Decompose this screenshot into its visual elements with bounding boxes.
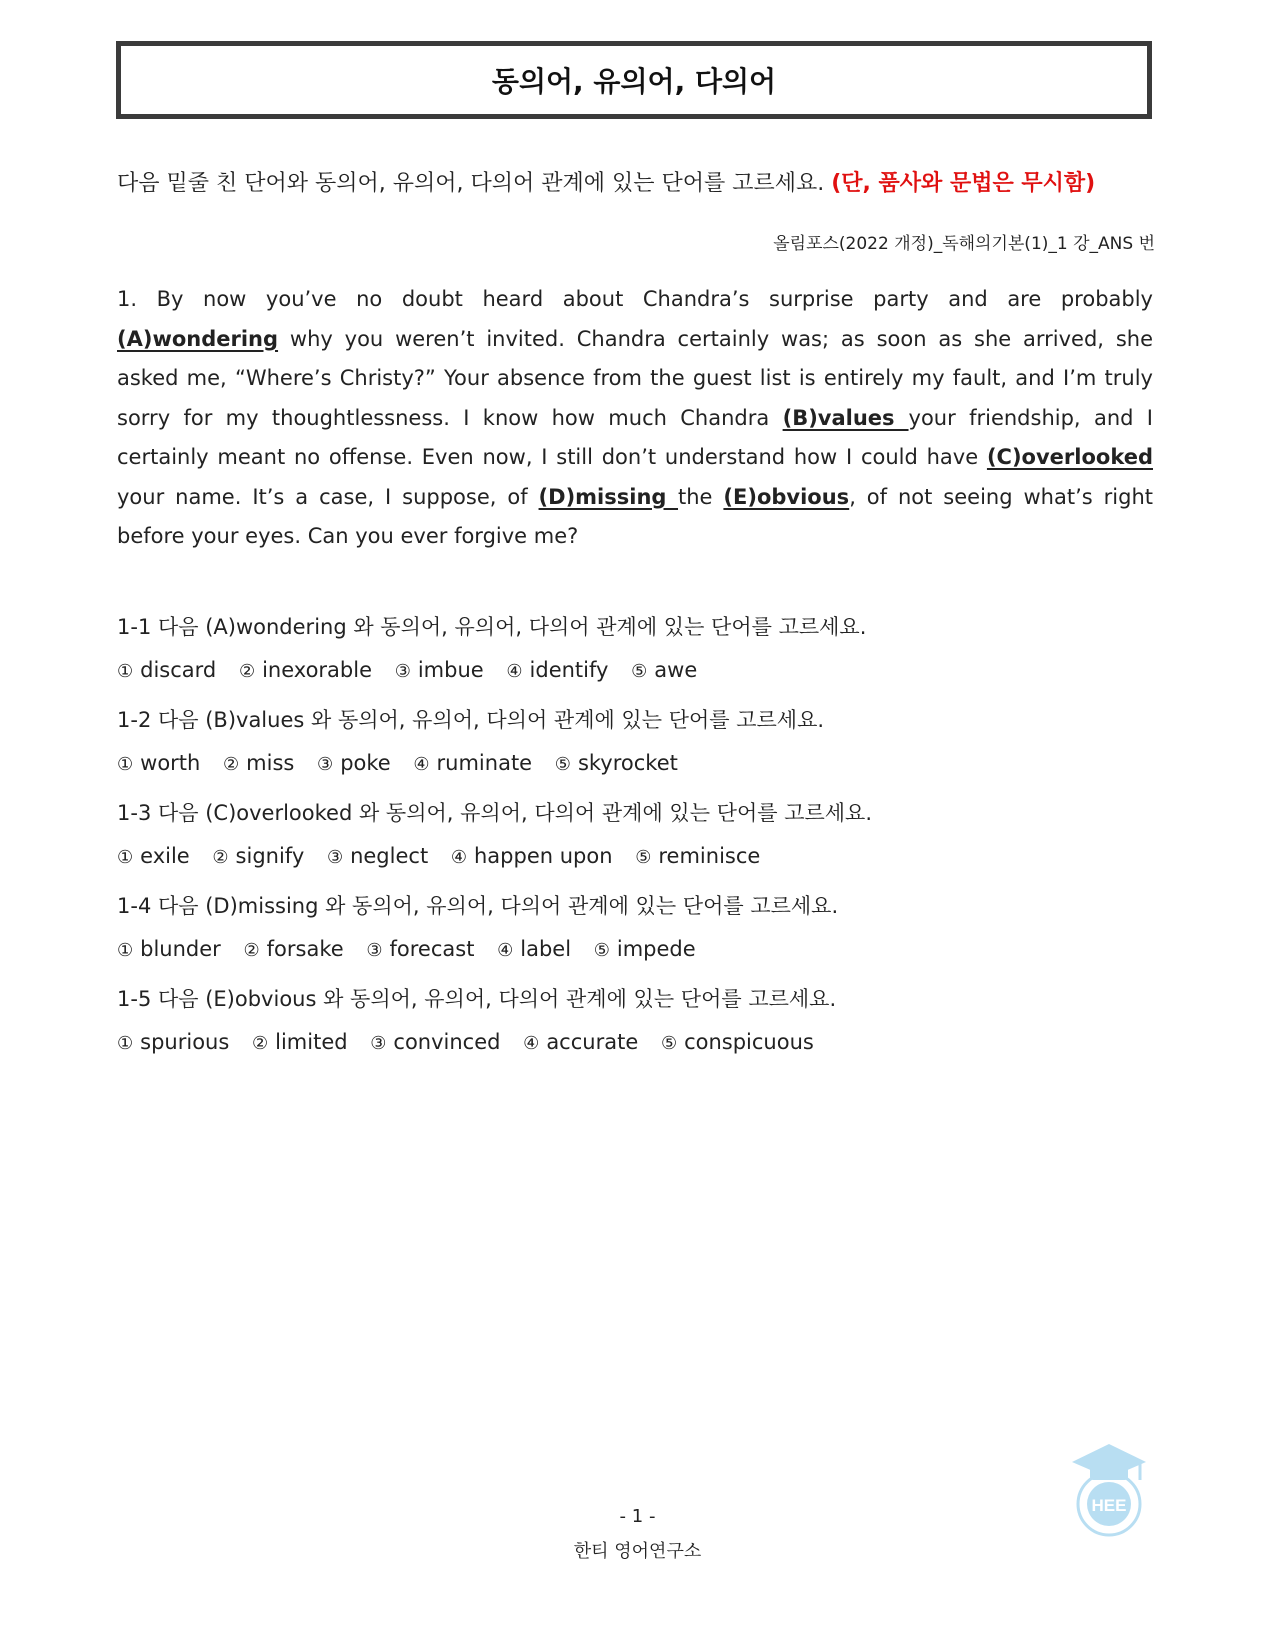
instruction-note: (단, 품사와 문법은 무시함) — [831, 171, 1096, 196]
option-number: ⑤ — [660, 1033, 678, 1054]
answer-option[interactable] — [413, 748, 532, 780]
passage-text: 1. By now you’ve no doubt heard about Chandra’s surprise party and are probably — [117, 287, 1153, 311]
option-text: neglect — [350, 844, 429, 868]
answer-option[interactable] — [239, 655, 372, 687]
target-word-b: (B)values — [782, 405, 909, 430]
graduation-cap-icon — [1072, 1444, 1146, 1480]
option-text: accurate — [546, 1030, 639, 1054]
answer-option[interactable] — [631, 655, 697, 687]
option-text: happen upon — [474, 844, 613, 868]
option-text: imbue — [417, 658, 484, 682]
option-number: ② — [243, 940, 260, 961]
option-text: spurious — [140, 1030, 230, 1054]
question — [117, 705, 1153, 778]
option-text: convinced — [393, 1030, 501, 1054]
answer-option[interactable] — [661, 1027, 814, 1059]
option-number: ④ — [413, 754, 430, 775]
option-text: miss — [246, 751, 295, 775]
question-prompt: 1-3 다음 (C)overlooked 와 동의어, 유의어, 다의어 관계에 있는 단어를 고르세요. — [117, 801, 873, 825]
passage-text: your friendship, and I certainly meant no offense. Even now, I still don’t understand how I could have — [117, 405, 1153, 469]
option-number: ⑤ — [593, 940, 610, 961]
option-number: ④ — [506, 661, 523, 682]
answer-option[interactable] — [117, 748, 200, 780]
answer-options — [117, 841, 1153, 871]
option-text: inexorable — [262, 658, 373, 682]
passage-text: your name. It’s a case, I suppose, of — [117, 484, 539, 509]
answer-option[interactable] — [506, 655, 608, 687]
passage-text: why you weren’t invited. Chandra certainly was; as soon as she arrived, she asked me, “Where’s Christy?” Your absence from the guest list is entirely my fault, and I’m truly sorry for my thoughtlessness. I know how much Chandra — [117, 326, 1153, 430]
answer-option[interactable] — [117, 934, 221, 966]
option-number: ② — [212, 847, 229, 868]
option-text: signify — [235, 844, 305, 868]
option-text: poke — [340, 751, 391, 775]
option-text: blunder — [140, 937, 221, 961]
answer-option[interactable] — [117, 841, 190, 873]
passage-text: , of not seeing what’s right before your eyes. Can you ever forgive me? — [117, 484, 1153, 548]
option-text: forsake — [266, 937, 344, 961]
answer-option[interactable] — [252, 1027, 348, 1059]
option-text: skyrocket — [577, 751, 678, 775]
question-prompt: 1-4 다음 (D)missing 와 동의어, 유의어, 다의어 관계에 있는 단어를 고르세요. — [117, 894, 839, 918]
answer-option[interactable] — [212, 841, 304, 873]
question-prompt: 1-1 다음 (A)wondering 와 동의어, 유의어, 다의어 관계에 있는 단어를 고르세요. — [117, 615, 867, 639]
answer-options — [117, 934, 1153, 964]
answer-option[interactable] — [497, 934, 571, 966]
option-number: ① — [117, 754, 134, 775]
question-prompt: 1-2 다음 (B)values 와 동의어, 유의어, 다의어 관계에 있는 단어를 고르세요. — [117, 708, 825, 732]
option-text: reminisce — [658, 844, 761, 868]
passage — [117, 280, 1153, 557]
answer-option[interactable] — [594, 934, 696, 966]
answer-option[interactable] — [635, 841, 760, 873]
option-number: ③ — [370, 1033, 387, 1054]
option-text: conspicuous — [684, 1030, 814, 1054]
option-text: impede — [616, 937, 696, 961]
question — [117, 798, 1153, 871]
option-number: ① — [117, 661, 134, 682]
answer-option[interactable] — [395, 655, 484, 687]
question — [117, 612, 1153, 685]
footer-organization: 한티 영어연구소 — [573, 1541, 702, 1562]
passage-text: the — [678, 484, 724, 509]
instruction — [117, 166, 1157, 197]
option-number: ③ — [394, 661, 411, 682]
option-number: ④ — [497, 940, 514, 961]
option-text: exile — [140, 844, 190, 868]
answer-options — [117, 748, 1153, 778]
option-number: ③ — [317, 754, 334, 775]
option-number: ③ — [326, 847, 344, 868]
answer-option[interactable] — [327, 841, 428, 873]
option-number: ④ — [450, 847, 467, 868]
option-number: ⑤ — [554, 754, 571, 775]
option-text: discard — [140, 658, 217, 682]
page-number: - 1 - — [619, 1506, 656, 1527]
answer-option[interactable] — [370, 1027, 500, 1059]
option-text: awe — [654, 658, 698, 682]
answer-option[interactable] — [523, 1027, 638, 1059]
instruction-text: 다음 밑줄 친 단어와 동의어, 유의어, 다의어 관계에 있는 단어를 고르세요. — [117, 171, 825, 196]
question — [117, 891, 1153, 964]
answer-option[interactable] — [366, 934, 474, 966]
answer-option[interactable] — [117, 655, 216, 687]
question — [117, 984, 1153, 1057]
option-text: worth — [140, 751, 201, 775]
page-title: 동의어, 유의어, 다의어 — [491, 65, 777, 98]
option-text: limited — [275, 1030, 348, 1054]
question-prompt: 1-5 다음 (E)obvious 와 동의어, 유의어, 다의어 관계에 있는 단어를 고르세요. — [117, 987, 837, 1011]
hee-logo — [1068, 1442, 1150, 1538]
option-text: identify — [529, 658, 609, 682]
option-number: ① — [117, 940, 134, 961]
answer-option[interactable] — [117, 1027, 229, 1059]
option-text: label — [520, 937, 572, 961]
answer-option[interactable] — [223, 748, 294, 780]
option-number: ① — [117, 1033, 134, 1054]
option-number: ⑤ — [635, 847, 652, 868]
question-list — [117, 612, 1153, 1077]
title-box — [116, 41, 1152, 119]
answer-option[interactable] — [317, 748, 391, 780]
option-number: ② — [223, 754, 240, 775]
option-number: ⑤ — [631, 661, 648, 682]
answer-option[interactable] — [555, 748, 678, 780]
answer-option[interactable] — [244, 934, 344, 966]
option-number: ④ — [523, 1033, 540, 1054]
option-number: ② — [251, 1033, 269, 1054]
option-number: ② — [238, 661, 256, 682]
source-reference: 올림포스(2022 개정)_독해의기본(1)_1 강_ANS 번 — [773, 234, 1155, 254]
answer-options — [117, 1027, 1153, 1057]
target-word-c: (C)overlooked — [986, 445, 1153, 469]
answer-option[interactable] — [451, 841, 613, 873]
logo-text: HEE — [1091, 1496, 1127, 1515]
option-number: ① — [117, 847, 134, 868]
target-word-e: (E)obvious — [723, 484, 850, 509]
target-word-d: (D)missing — [538, 484, 679, 509]
option-number: ③ — [366, 940, 383, 961]
answer-options — [117, 655, 1153, 685]
option-text: ruminate — [436, 751, 533, 775]
target-word-a: (A)wondering — [117, 326, 279, 351]
option-text: forecast — [389, 937, 475, 961]
